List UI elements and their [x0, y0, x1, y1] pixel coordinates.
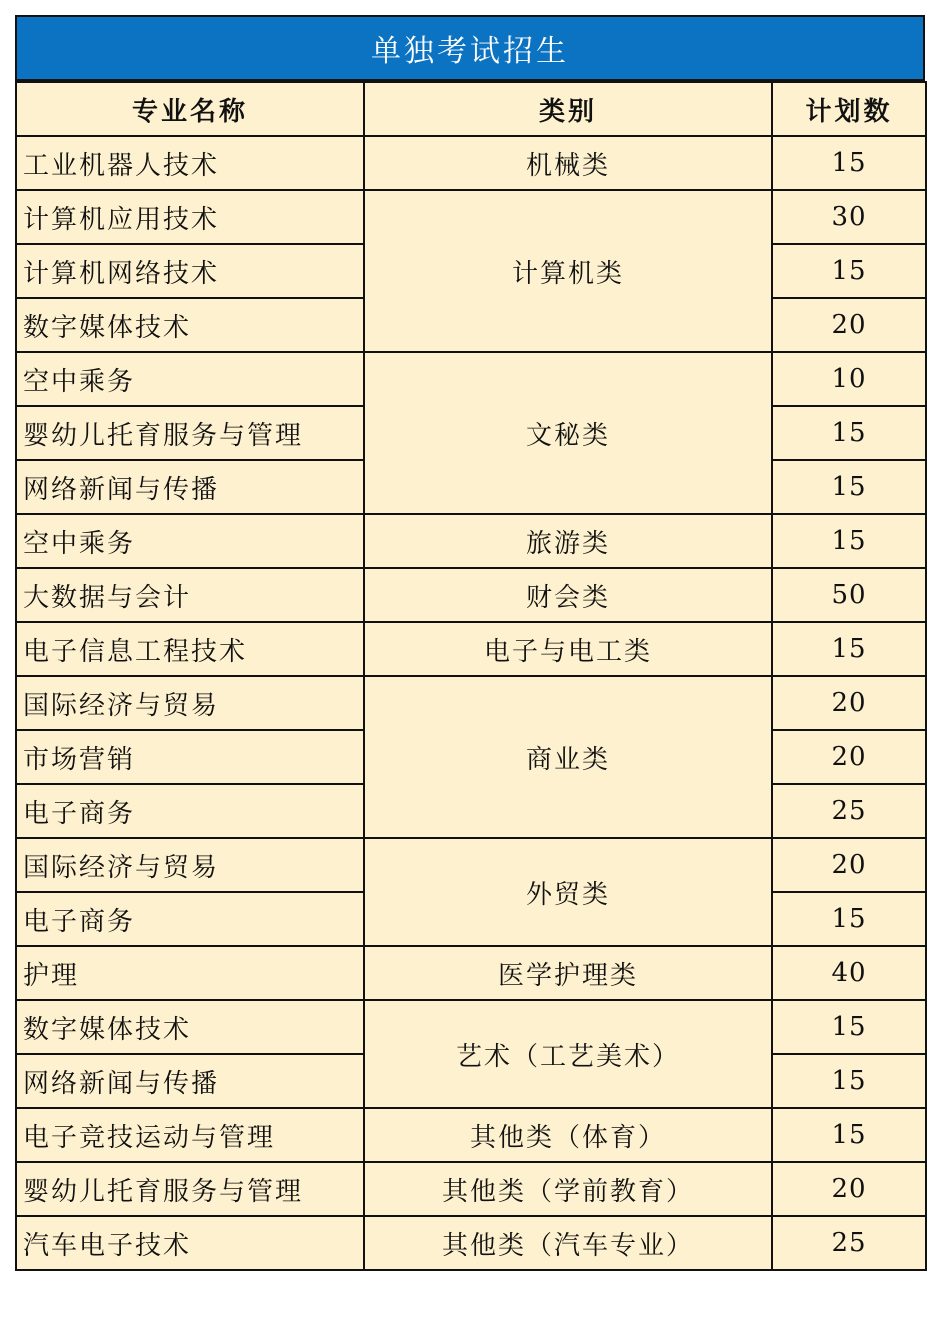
major-name-cell: 工业机器人技术 [16, 136, 364, 190]
table-row [16, 676, 926, 730]
plan-count-cell: 50 [772, 568, 926, 622]
plan-count-cell: 15 [772, 1108, 926, 1162]
category-cell: 文秘类 [364, 352, 772, 514]
major-name-cell: 空中乘务 [16, 352, 364, 406]
plan-count-cell: 15 [772, 1000, 926, 1054]
table-row [16, 514, 926, 568]
table-row [16, 1162, 926, 1216]
header-row [16, 82, 926, 136]
major-name-cell: 计算机网络技术 [16, 244, 364, 298]
plan-count-cell: 20 [772, 730, 926, 784]
table-row [16, 568, 926, 622]
category-cell: 计算机类 [364, 190, 772, 352]
plan-count-cell: 15 [772, 406, 926, 460]
header-major: 专业名称 [16, 82, 364, 136]
major-name-cell: 汽车电子技术 [16, 1216, 364, 1270]
category-cell: 财会类 [364, 568, 772, 622]
major-name-cell: 数字媒体技术 [16, 1000, 364, 1054]
table-row [16, 946, 926, 1000]
admission-table [15, 81, 927, 1271]
category-cell: 旅游类 [364, 514, 772, 568]
plan-count-cell: 15 [772, 1054, 926, 1108]
category-cell: 其他类（学前教育） [364, 1162, 772, 1216]
table-row [16, 1000, 926, 1054]
major-name-cell: 数字媒体技术 [16, 298, 364, 352]
category-cell: 其他类（体育） [364, 1108, 772, 1162]
category-cell: 商业类 [364, 676, 772, 838]
category-cell: 其他类（汽车专业） [364, 1216, 772, 1270]
plan-count-cell: 15 [772, 514, 926, 568]
plan-count-cell: 15 [772, 244, 926, 298]
category-cell: 艺术（工艺美术） [364, 1000, 772, 1108]
plan-count-cell: 25 [772, 784, 926, 838]
major-name-cell: 电子商务 [16, 784, 364, 838]
major-name-cell: 婴幼儿托育服务与管理 [16, 406, 364, 460]
table-title: 单独考试招生 [15, 15, 925, 81]
category-cell: 外贸类 [364, 838, 772, 946]
major-name-cell: 计算机应用技术 [16, 190, 364, 244]
table-body [16, 136, 926, 1270]
table-row [16, 622, 926, 676]
plan-count-cell: 20 [772, 838, 926, 892]
plan-count-cell: 10 [772, 352, 926, 406]
plan-count-cell: 20 [772, 676, 926, 730]
plan-count-cell: 15 [772, 136, 926, 190]
major-name-cell: 护理 [16, 946, 364, 1000]
major-name-cell: 婴幼儿托育服务与管理 [16, 1162, 364, 1216]
major-name-cell: 电子商务 [16, 892, 364, 946]
table-row [16, 838, 926, 892]
major-name-cell: 电子信息工程技术 [16, 622, 364, 676]
major-name-cell: 网络新闻与传播 [16, 460, 364, 514]
category-cell: 医学护理类 [364, 946, 772, 1000]
plan-count-cell: 40 [772, 946, 926, 1000]
plan-count-cell: 20 [772, 298, 926, 352]
table-row [16, 136, 926, 190]
major-name-cell: 空中乘务 [16, 514, 364, 568]
plan-count-cell: 15 [772, 892, 926, 946]
category-cell: 电子与电工类 [364, 622, 772, 676]
major-name-cell: 大数据与会计 [16, 568, 364, 622]
header-count: 计划数 [772, 82, 926, 136]
table-row [16, 190, 926, 244]
plan-count-cell: 25 [772, 1216, 926, 1270]
major-name-cell: 市场营销 [16, 730, 364, 784]
major-name-cell: 国际经济与贸易 [16, 676, 364, 730]
plan-count-cell: 15 [772, 460, 926, 514]
plan-count-cell: 20 [772, 1162, 926, 1216]
table-row [16, 1216, 926, 1270]
table-row [16, 1108, 926, 1162]
major-name-cell: 网络新闻与传播 [16, 1054, 364, 1108]
plan-count-cell: 30 [772, 190, 926, 244]
major-name-cell: 国际经济与贸易 [16, 838, 364, 892]
table-row [16, 352, 926, 406]
major-name-cell: 电子竞技运动与管理 [16, 1108, 364, 1162]
header-category: 类别 [364, 82, 772, 136]
admission-table-container [15, 15, 925, 1271]
plan-count-cell: 15 [772, 622, 926, 676]
category-cell: 机械类 [364, 136, 772, 190]
